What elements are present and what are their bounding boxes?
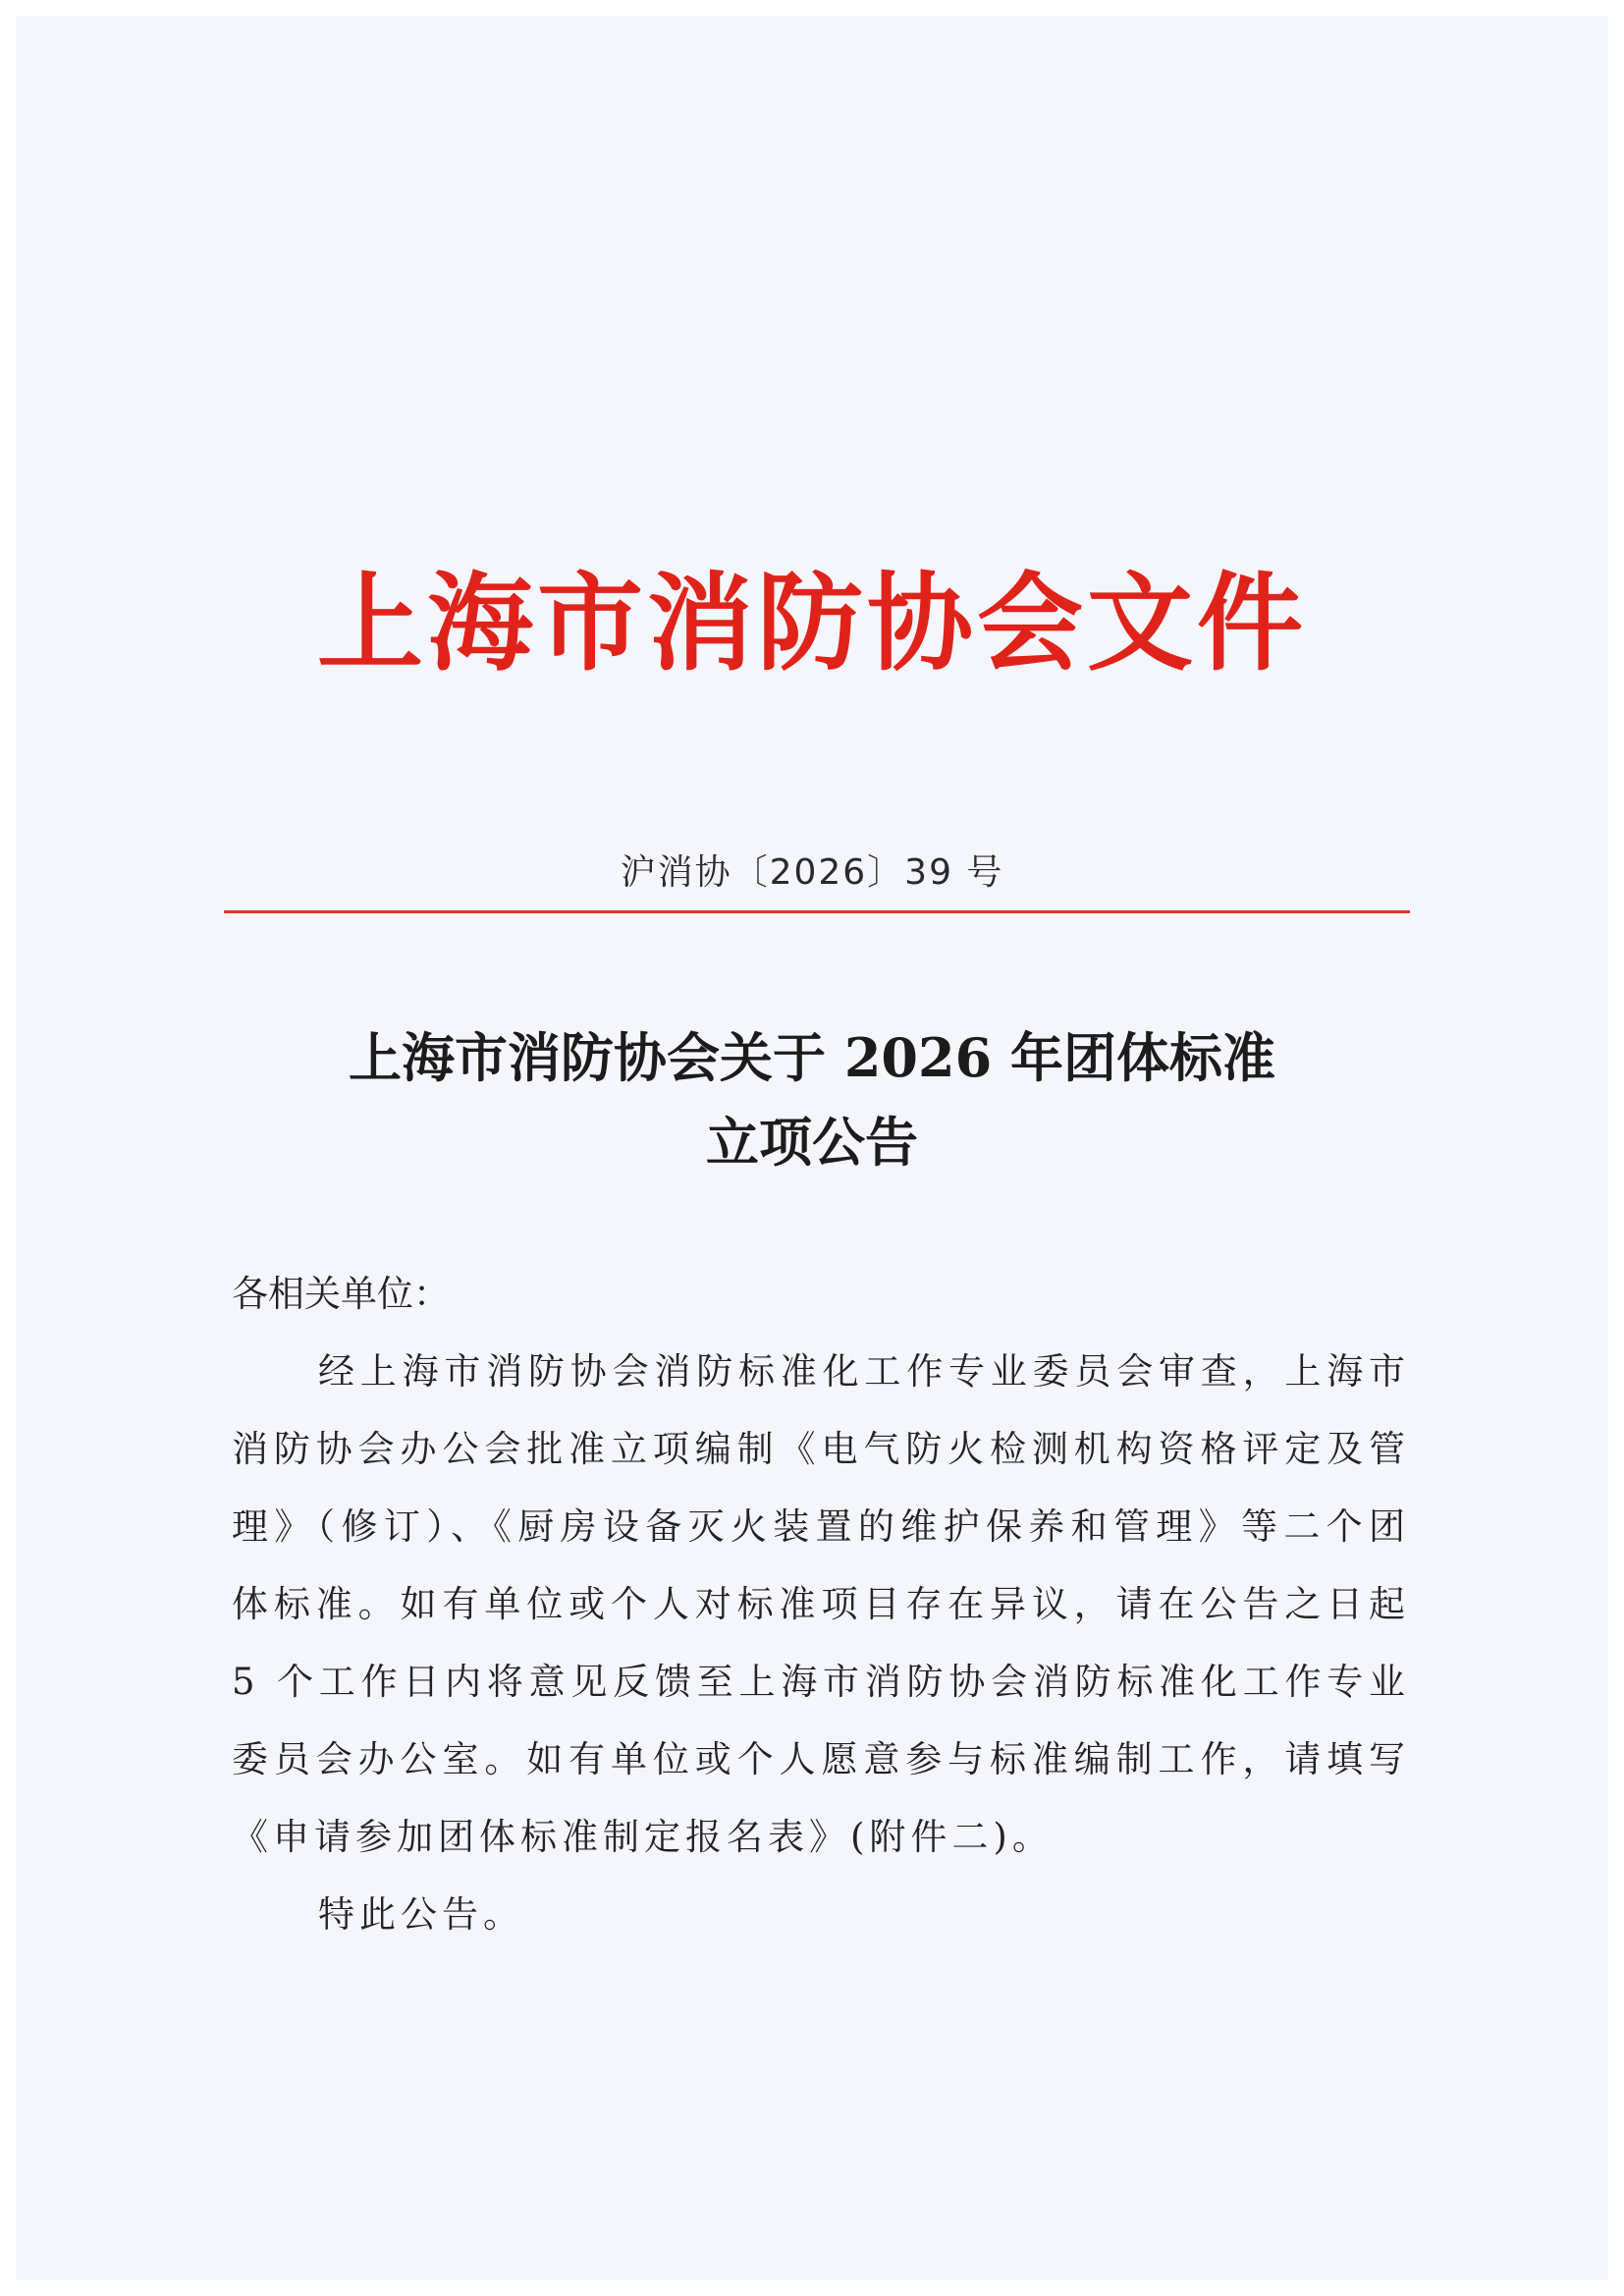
document-header-title: 上海市消防协会文件: [316, 562, 1307, 685]
salutation: 各相关单位：: [232, 1273, 450, 1315]
document-page: [16, 16, 1608, 2280]
notice-title: [16, 1015, 1608, 1184]
header-divider: [224, 910, 1410, 913]
notice-title-line-1: 上海市消防协会关于 2026 年团体标准: [349, 1026, 1275, 1089]
closing-line: 特此公告。: [318, 1893, 524, 1936]
notice-title-line-2: 立项公告: [706, 1111, 918, 1174]
body-paragraph: 经上海市消防协会消防标准化工作专业委员会审查，上海市消防协会办公会批准立项编制《电气防火检测机构资格评定及管理》（修订）、《厨房设备灭火装置的维护保养和管理》等二个团体标准。如有单位或个人对标准项目存在异议，请在公告之日起 5 个工作日内将意见反馈至上海市消防协会消防标准化工作专业委员会办公室。如有单位或个人愿意参与标准编制工作，请填写《申请参加团体标准制定报名表》(附件二)。: [232, 1350, 1410, 1858]
notice-body: [232, 1255, 1410, 1953]
document-number: 沪消协〔2026〕39 号: [620, 852, 1004, 893]
